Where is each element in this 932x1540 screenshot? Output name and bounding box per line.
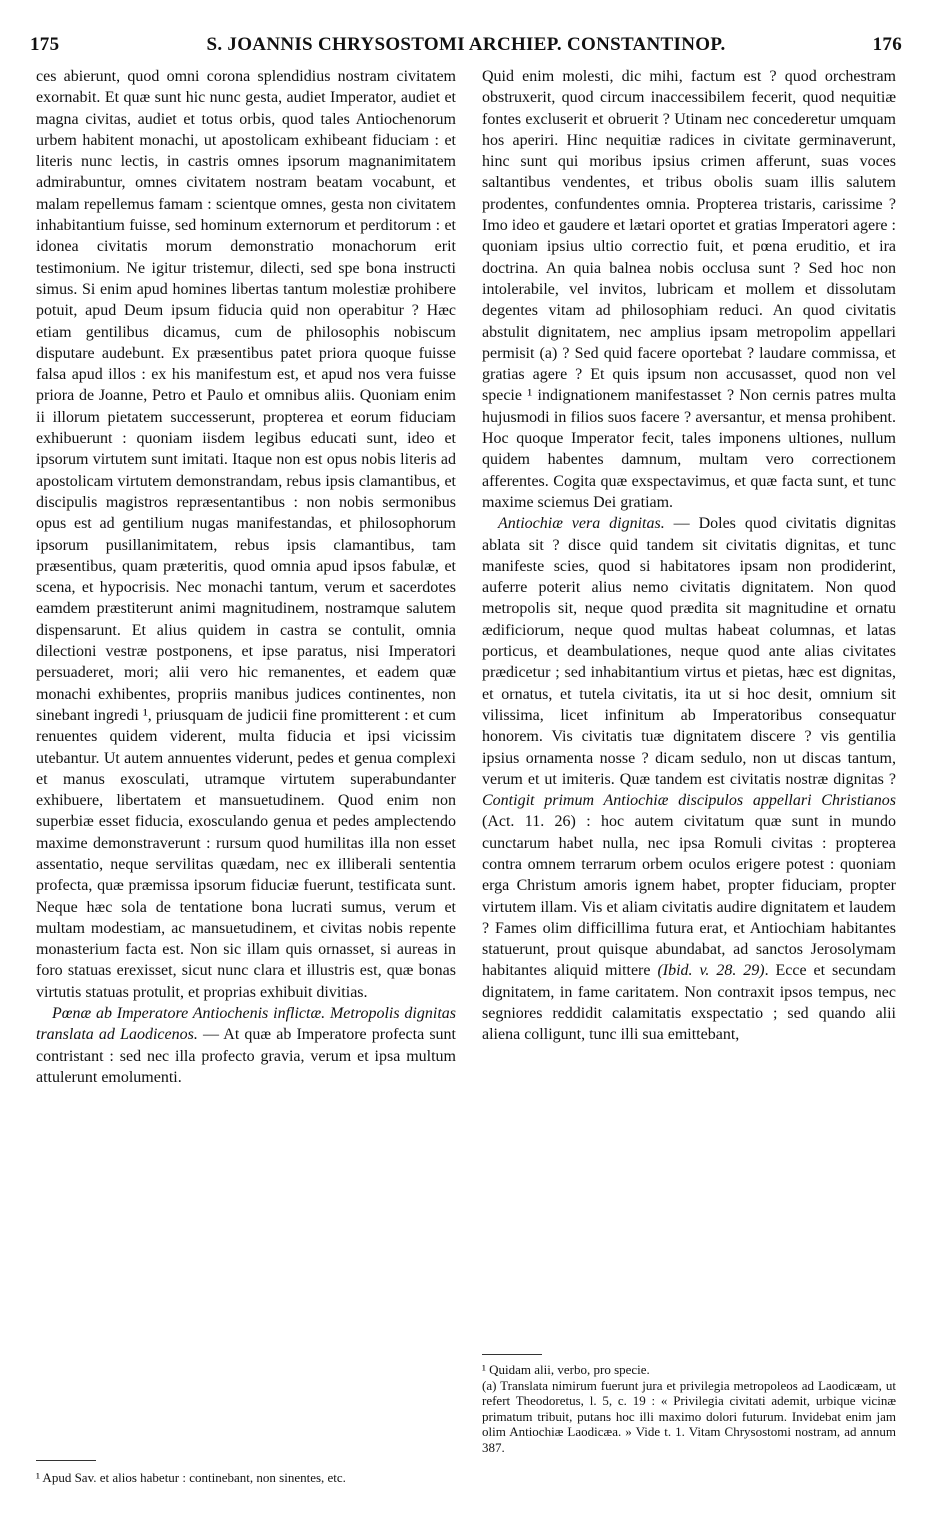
footnote-rule-left: [36, 1460, 96, 1461]
running-title: S. JOANNIS CHRYSOSTOMI ARCHIEP. CONSTANTINOP.: [206, 34, 726, 55]
page-header: [30, 34, 902, 60]
page-number-left: 175: [30, 34, 60, 55]
right-paragraph-1: Quid enim molesti, dic mihi, factum est ? quod orchestram obstruxerit, quod circum inaccessibilem fecerit, quod nequitiæ fontes excluserit et obruerit ? Utinam nec concederetur umquam hos aperiri. Hinc nequitiæ radices in civitate germinaverunt, hinc sunt qui moribus ipsius crimen afferunt, suas voces saltantibus vendentes, et tribus obolis suam illis salutem prodentes, confundentes omnia. Propterea tristaris, carissime ? Imo ideo et gaudere et lætari oportet et gratias Imperatori agere : quoniam ipsius ultio correctio fuit, et pœna eruditio, et ira doctrina. An quia balnea nobis occlusa sunt ? Sed hoc non intolerabile, vel invitos, lubricam et mollem et dissolutam degentes vitam ad philosophiam reduci. An quod civitatis abstulit dignitatem, nec amplius ipsam metropolim appellari permisit (a) ? Sed quid facere oportebat ? laudare commissa, et gratias agere ? Et quis ipsum non accusasset, quod non vel specie ¹ indignationem manifestasset ? Non cernis patres multa hujusmodi in filios suos facere ? aversantur, et mensa prohibent. Hoc quoque Imperator fecit, tales imponens ultiones, nullum quidem habentes damnum, multam vero correctionem afferentes. Cogita quæ exspectavimus, et quæ facta sunt, et tunc maxime sciemus Dei gratiam.: [482, 68, 896, 511]
footnote-rule-right: [482, 1354, 542, 1355]
right-column: [482, 66, 896, 1046]
left-section-text: — At quæ ab Imperatore profecta sunt contristant : sed nec illa profecto gravia, verum et ipsa multum attulerunt emolumenti.: [36, 1026, 457, 1086]
right-section-paragraph: [482, 513, 896, 1045]
footnote-right-2: (a) Translata nimirum fuerunt jura et privilegia metropoleos ad Laodicæam, ut refert Theodoretus, l. 5, c. 19 : « Privilegia civitati ademit, urbique vicinæ primatum tribuit, putans hoc illi maximo dolori futurum. Invidebat enim jam olim Antiochiæ Laodicæa. » Vide t. 1. Vitam Chrysostomi nostram, ad annum 387.: [482, 1377, 896, 1455]
scripture-ref-1: (Act. 11. 26): [482, 813, 587, 831]
right-paragraph-2: — Doles quod civitatis dignitas ablata sit ? disce quid tandem sit civitatis dignitas, et tunc manifeste scies, quod si habitatores ipsam non prodiderint, auferre poterit alius nemo civitatis dignitatem. Non quod metropolis sit, neque quod prædita sit magnitudine et ornatu ædificiorum, neque quod multas habeat columnas, et latas porticus, et deambulationes, neque quod ante alias civitates prædicetur ; sed inhabitantium virtus et pietas, hæc est dignitas, et ornatus, et tutela civitatis, ita ut si hoc desit, omnium sit vilissima, licet infinitum ab Imperatoribus consequatur honorem. Vis civitatis tuæ dignitatem discere ? vis gentilia ipsius ornamenta nosse ? dicam sedulo, non ut discas tantum, verum et ut imiteris. Quæ tandem est civitatis nostræ dignitas ?: [482, 515, 897, 788]
footnotes-right: [482, 1362, 896, 1455]
footnote-left-1: ¹ Apud Sav. et alios habetur : continebant, non sinentes, etc.: [36, 1470, 346, 1485]
left-column: [36, 66, 456, 1088]
section-heading-poenae: Pœnæ ab Imperatore Antiochenis inflictæ. Metropolis dignitas translata ad Laodicenos.: [36, 1005, 456, 1044]
section-heading-dignitas: Antiochiæ vera dignitas.: [498, 515, 665, 533]
footnotes-left: [36, 1470, 456, 1486]
left-section-paragraph: [36, 1003, 456, 1088]
scripture-quote: Contigit primum Antiochiæ discipulos appellari Christianos: [482, 792, 896, 810]
scripture-ref-2: (Ibid. v. 28. 29): [657, 962, 765, 980]
right-paragraph-4: . Ecce et secundam dignitatem, in fame caritatem. Non contraxit ipsos tempus, nec segniores reddidit calamitatis exspectatio ; sed quando alii aliena colligunt, tunc illi sua emittebant,: [482, 962, 897, 1044]
page-number-right: 176: [872, 34, 902, 55]
right-paragraph-3: : hoc autem civitatum quæ sunt in mundo cunctarum habet nulla, nec ipsa Romuli civitas : propterea contra omnem terrarum orbem oculos erigere potest : quoniam erga Christum amoris ignem habet, propter fiduciam, propter virtutem illam. Vis et aliam civitatis audire dignitatem et laudem ? Fames olim difficillima futura erat, et Antiochiam habitantes statuerunt, prout quisque abundabat, ad sanctos Jerosolymam habitantes aliquid mittere: [482, 813, 896, 980]
left-paragraph: ces abierunt, quod omni corona splendidius nostram civitatem exornabit. Et quæ sunt hic nunc gesta, audiet Imperator, audiet et magna civitas, audiet et totus orbis, quod tales Antiochenorum urbem habitent monachi, ut apostolicam exhibeant fiduciam : et literis nunc lectis, in castris omnes ipsorum magnanimitatem admirabuntur, omnes civitatem nostram beatam vocabunt, et malam repellemus famam : scientque omnes, gesta non civitatem inhabitantium fuisse, sed hominum externorum et perditorum : et idonea civitatis morum demonstratio monachorum erit testimonium. Ne igitur tristemur, dilecti, sed spe bona instructi simus. Si enim apud homines libertas tantum molestiæ prohibere potuit, apud Deum ipsum fiducia quid non operabitur ? Hæc etiam gentilibus dicamus, cum de philosophis nobiscum disputare audebunt. Ex præsentibus patet priora quoque fuisse falsa apud illos : ex his manifestum est, et apud nos vera fuisse priora de Joanne, Petro et Paulo et omnibus aliis. Quoniam enim ii illorum pietatem successerunt, propterea et eorum fiduciam exhibuerunt : quoniam iisdem legibus educati sunt, ideo et ipsorum virtutem sunt imitati. Itaque non est opus nobis literis ad apostolicam virtutem demonstrandam, rebus ipsis clamantibus, et discipulis magistros repræsentantibus : non nobis sermonibus opus est ad gentilium nugas manifestandas, et philosophorum ipsorum pusillanimitatem, rebus ipsis clamantibus, tam præsentibus, quam præteritis, quod omnia apud ipsos fabulæ, et scena, et hypocrisis. Nec monachi tantum, verum et sacerdotes eamdem præstiterunt animi magnitudinem, nostramque salutem dispensarunt. Et alius quidem in castra se contulit, omnia dilectioni vestræ postponens, et ipse paratus, nisi Imperatori persuaderet, mori; alii vero hic remanentes, et eadem quæ monachi exhibentes, propriis manibus judices continentes, non sinebant ingredi ¹, priusquam de judicii fine promitterent : et cum renuentes quidem viderent, multa fiducia et ipsi vicissim utebantur. Ut autem annuentes viderunt, pedes et genua complexi et manus exosculati, utramque virtutem superabundanter exhibuere, libertatem et mansuetudinem. Quod enim non superbiæ esset fiducia, exosculando genua et pedes amplectendo maxime demonstraverunt : rursum quod humilitas illa non esset assentatio, neque servilitas quædam, nec ex illiberali sententia profecta, quæ præmissa ipsorum fiduciæ fuerunt, testificata sunt. Neque hæc sola de tentatione bona lucrati sumus, verum et multam modestiam, ac mansuetudinem, et civitas nobis repente monasterium facta est. Non sic illam quis ornasset, si aureas in foro statuas erexisset, sicut nunc clara et illustris est, quæ bonas virtutis statuas protulit, et proprias exhibuit divitias.: [36, 68, 456, 1001]
footnote-right-1: ¹ Quidam alii, verbo, pro specie.: [482, 1362, 650, 1377]
